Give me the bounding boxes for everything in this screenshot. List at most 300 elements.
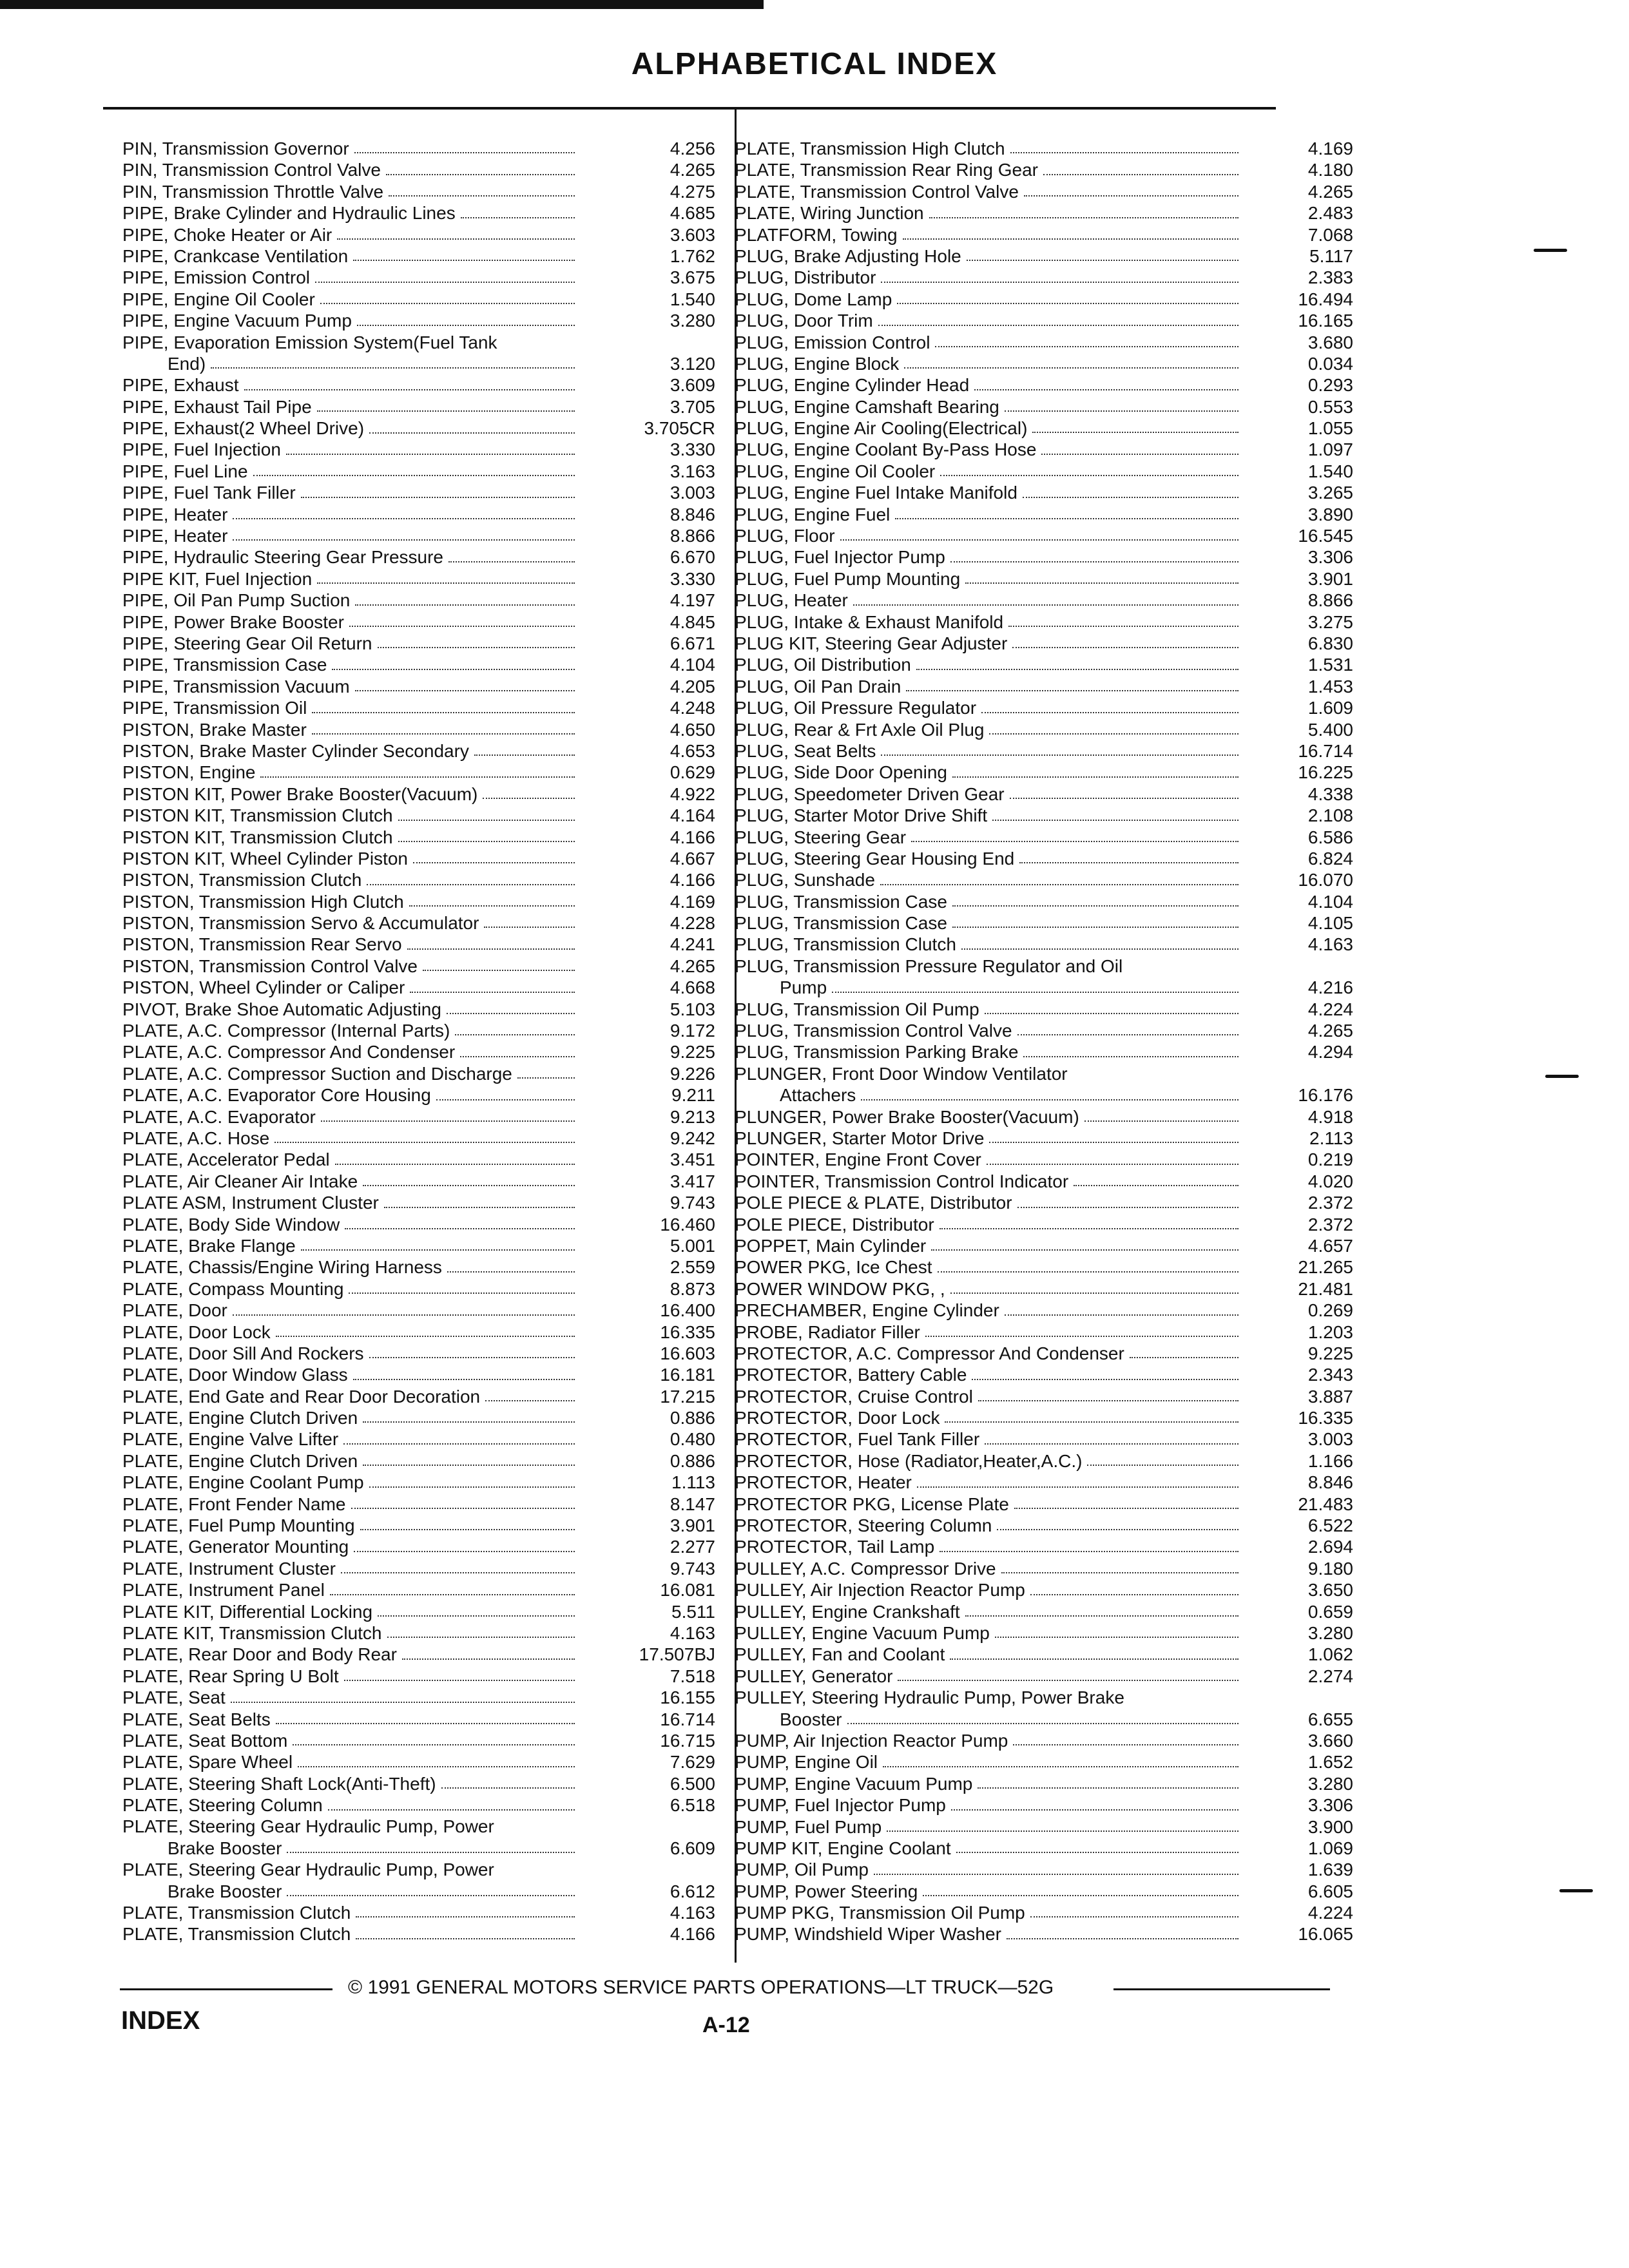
entry-name: PLUG, Transmission Pressure Regulator and Oil [735, 956, 1123, 976]
index-entry [122, 439, 715, 460]
entry-name: PLATE, Steering Column [122, 1795, 323, 1816]
dot-leader [260, 762, 575, 777]
entry-name-block [735, 1386, 1244, 1407]
dot-leader [1008, 611, 1239, 627]
entry-name-block [735, 827, 1244, 848]
entry-page-number: 4.918 [1307, 1106, 1353, 1127]
entry-name: PISTON, Brake Master Cylinder Secondary [122, 740, 469, 761]
dot-leader [1024, 181, 1239, 197]
dot-leader [293, 1730, 575, 1745]
entry-page-number: 16.165 [1298, 311, 1353, 331]
entry-name: PROTECTOR, Fuel Tank Filler [735, 1429, 980, 1450]
index-entry [735, 1579, 1353, 1600]
entry-name-block [122, 1816, 580, 1859]
index-entry [122, 869, 715, 890]
dot-leader [840, 525, 1239, 541]
index-entry [122, 1256, 715, 1278]
footer-rule-right [1113, 1988, 1330, 1990]
entry-page-number: 4.256 [670, 139, 715, 159]
margin-mark [1534, 249, 1567, 252]
dot-leader [940, 1536, 1239, 1552]
entry-name: PLATE, Engine Clutch Driven [122, 1408, 358, 1428]
index-entry [735, 332, 1353, 353]
entry-name-block [122, 1214, 580, 1235]
entry-name-block [735, 676, 1244, 697]
entry-name-block [735, 719, 1244, 740]
dot-leader [315, 267, 575, 282]
margin-mark [1559, 1889, 1593, 1892]
entry-page-number: 21.265 [1298, 1257, 1353, 1278]
entry-name: PIPE, Power Brake Booster [122, 611, 344, 632]
entry-name-block [735, 1773, 1244, 1794]
entry-name-block [122, 697, 580, 718]
entry-name-block [122, 1149, 580, 1170]
entry-name: PLUG, Oil Pressure Regulator [735, 698, 977, 718]
entry-page-number: 4.163 [670, 1622, 715, 1643]
entry-page-number: 17.215 [660, 1386, 715, 1407]
entry-name: PLATE, Wiring Junction [735, 203, 924, 224]
index-entry [122, 1601, 715, 1622]
entry-name-block [122, 1171, 580, 1192]
entry-page-number: 0.659 [1307, 1601, 1353, 1622]
dot-leader [485, 1386, 575, 1401]
entry-name: PLATE, Generator Mounting [122, 1537, 349, 1557]
dot-leader [363, 1450, 575, 1466]
dot-leader [995, 1622, 1239, 1638]
entry-name-block [122, 590, 580, 611]
entry-page-number: 3.280 [1307, 1622, 1353, 1643]
entry-name-block [735, 504, 1244, 525]
dot-leader [1013, 1730, 1239, 1745]
entry-name: PROTECTOR PKG, License Plate [735, 1494, 1009, 1514]
entry-page-number: 1.097 [1307, 439, 1353, 460]
entry-page-number: 16.715 [660, 1730, 715, 1751]
entry-name: PLATE, Seat [122, 1687, 226, 1708]
dot-leader [353, 1364, 575, 1379]
entry-page-number: 16.225 [1298, 762, 1353, 783]
entry-page-number: 4.197 [670, 590, 715, 611]
entry-name-block [122, 418, 580, 439]
index-entry [735, 267, 1353, 288]
entry-name: PIPE, Exhaust Tail Pipe [122, 396, 312, 417]
entry-name-block [122, 654, 580, 675]
entry-page-number: 21.483 [1298, 1494, 1353, 1514]
dot-leader [332, 654, 575, 669]
index-entry [122, 461, 715, 482]
entry-name: PLUG, Fuel Pump Mounting [735, 568, 961, 589]
entry-name: PIVOT, Brake Shoe Automatic Adjusting [122, 999, 441, 1019]
index-entry [735, 1730, 1353, 1751]
index-entry [735, 1494, 1353, 1515]
entry-name-block [735, 568, 1244, 590]
index-entry [735, 999, 1353, 1020]
entry-name-block [735, 1321, 1244, 1343]
index-entry [735, 1407, 1353, 1428]
entry-name: PIPE, Engine Vacuum Pump [122, 311, 352, 331]
entry-page-number: 2.343 [1307, 1365, 1353, 1385]
entry-name: PLUG, Speedometer Driven Gear [735, 783, 1005, 804]
entry-name: PLATE, Transmission High Clutch [735, 139, 1005, 159]
index-entry [735, 1041, 1353, 1062]
entry-page-number: 0.886 [670, 1408, 715, 1428]
entry-name: POINTER, Engine Front Cover [735, 1149, 981, 1170]
entry-name: PUMP KIT, Engine Coolant [735, 1838, 951, 1858]
index-entry [735, 654, 1353, 675]
entry-name-block [122, 805, 580, 826]
entry-page-number: 16.400 [660, 1300, 715, 1321]
entry-name: PLATE, End Gate and Rear Door Decoration [122, 1386, 481, 1407]
index-entry [735, 1192, 1353, 1213]
index-entry [735, 224, 1353, 245]
entry-name-block [122, 977, 580, 998]
entry-name-block [122, 1579, 580, 1600]
entry-name: PISTON, Wheel Cylinder or Caliper [122, 977, 405, 998]
entry-page-number: 4.180 [1307, 160, 1353, 180]
index-entry [735, 1343, 1353, 1364]
entry-name-continued: Pump [780, 977, 827, 998]
entry-page-number: 3.003 [1307, 1429, 1353, 1450]
entry-page-number: 9.242 [670, 1128, 715, 1148]
entry-name: PLATE ASM, Instrument Cluster [122, 1193, 379, 1213]
entry-name: PIPE, Exhaust [122, 375, 239, 396]
entry-name: PLATE, Steering Gear Hydraulic Pump, Power [122, 1816, 494, 1837]
entry-page-number: 0.219 [1307, 1149, 1353, 1170]
dot-leader [484, 912, 575, 928]
entry-name-continued: Brake Booster [168, 1838, 282, 1858]
dot-leader [929, 202, 1239, 218]
index-entry [122, 396, 715, 418]
entry-name: PLUG, Transmission Oil Pump [735, 999, 979, 1019]
entry-name-block [122, 482, 580, 503]
dot-leader [244, 374, 575, 390]
entry-page-number: 5.117 [1309, 245, 1353, 266]
index-entry [122, 1192, 715, 1213]
index-entry [122, 138, 715, 159]
index-entry [735, 461, 1353, 482]
index-entry [735, 1859, 1353, 1880]
index-entry [735, 719, 1353, 740]
index-entry [122, 827, 715, 848]
dot-leader [384, 1192, 575, 1207]
entry-name: PLUG, Side Door Opening [735, 762, 947, 783]
entry-name-block [735, 1106, 1244, 1128]
entry-page-number: 6.830 [1307, 633, 1353, 653]
entry-name-block [735, 289, 1244, 310]
entry-page-number: 3.660 [1307, 1730, 1353, 1751]
entry-name-block [122, 1558, 580, 1579]
dot-leader [940, 461, 1239, 476]
entry-name: PLATE, Door Sill And Rockers [122, 1343, 364, 1363]
entry-name-block [735, 1450, 1244, 1472]
entry-name: PLATE, Front Fender Name [122, 1494, 346, 1514]
dot-leader [1017, 1192, 1239, 1207]
entry-name-block [122, 1601, 580, 1622]
entry-name: POWER WINDOW PKG, , [735, 1278, 945, 1299]
entry-name-block [735, 181, 1244, 202]
entry-name: PISTON, Transmission Control Valve [122, 956, 418, 976]
index-entry [122, 374, 715, 396]
entry-name-block [735, 1730, 1244, 1751]
index-entry [735, 1666, 1353, 1687]
entry-name-block [735, 1881, 1244, 1902]
index-entry [735, 1214, 1353, 1235]
entry-name-block [735, 418, 1244, 439]
margin-mark [1545, 1075, 1579, 1078]
entry-name-block [122, 224, 580, 245]
dot-leader [231, 1687, 575, 1702]
index-entry [122, 332, 715, 375]
entry-name: PROTECTOR, Heater [735, 1472, 912, 1493]
index-entry [122, 1343, 715, 1364]
entry-name-block [735, 934, 1244, 955]
entry-name: PIPE, Engine Oil Cooler [122, 289, 315, 309]
index-entry [122, 525, 715, 546]
dot-leader [355, 676, 575, 691]
index-entry [735, 1816, 1353, 1838]
entry-name-block [122, 138, 580, 159]
dot-leader [1005, 1300, 1239, 1315]
index-entry [735, 611, 1353, 633]
dot-leader [1014, 1494, 1239, 1509]
index-entry [735, 1300, 1353, 1321]
index-entry [735, 869, 1353, 890]
entry-name: PIN, Transmission Governor [122, 139, 349, 159]
entry-page-number: 3.650 [1307, 1580, 1353, 1600]
entry-page-number: 1.055 [1307, 418, 1353, 439]
entry-name: PLUG, Engine Cylinder Head [735, 375, 970, 396]
entry-page-number: 4.265 [1307, 181, 1353, 202]
entry-name-block [122, 1106, 580, 1128]
entry-name-block [735, 1923, 1244, 1945]
entry-name-block [122, 1536, 580, 1557]
entry-name: POLE PIECE & PLATE, Distributor [735, 1193, 1012, 1213]
entry-name: PROTECTOR, A.C. Compressor And Condenser [735, 1343, 1124, 1363]
entry-page-number: 4.166 [670, 870, 715, 890]
entry-name: PLATE, Transmission Rear Ring Gear [735, 160, 1038, 180]
entry-page-number: 4.163 [1307, 934, 1353, 955]
index-entry [122, 504, 715, 525]
entry-name: PLUG, Oil Pan Drain [735, 676, 901, 697]
dot-leader [1010, 783, 1239, 799]
entry-name: PIPE, Fuel Tank Filler [122, 483, 296, 503]
entry-name: POLE PIECE, Distributor [735, 1214, 934, 1235]
entry-name: PROTECTOR, Door Lock [735, 1408, 940, 1428]
entry-page-number: 9.743 [670, 1558, 715, 1579]
index-entry [735, 1106, 1353, 1128]
entry-page-number: 9.213 [670, 1106, 715, 1127]
entry-page-number: 2.274 [1307, 1666, 1353, 1686]
entry-page-number: 3.603 [670, 224, 715, 245]
index-entry [122, 1171, 715, 1192]
index-entry [735, 1923, 1353, 1945]
entry-name-block [122, 1751, 580, 1773]
index-entry [735, 891, 1353, 912]
dot-leader [952, 762, 1239, 777]
entry-page-number: 7.068 [1307, 224, 1353, 245]
dot-leader [233, 1300, 575, 1315]
index-entry [122, 1536, 715, 1557]
dot-leader [517, 1063, 575, 1079]
entry-page-number: 16.714 [1298, 740, 1353, 761]
entry-name: PLATE, Compass Mounting [122, 1278, 344, 1299]
entry-name-block [735, 633, 1244, 654]
entry-name-block [122, 1730, 580, 1751]
entry-name: PROBE, Radiator Filler [735, 1321, 920, 1342]
index-entry [122, 654, 715, 675]
entry-page-number: 4.657 [1307, 1235, 1353, 1256]
entry-name: PLATE, Steering Gear Hydraulic Pump, Power [122, 1860, 494, 1880]
entry-name: PUMP, Engine Oil [735, 1752, 878, 1773]
index-entry [735, 805, 1353, 826]
entry-name-block [735, 1536, 1244, 1557]
index-entry [122, 1386, 715, 1407]
entry-page-number: 8.866 [1307, 590, 1353, 611]
entry-name-block [735, 611, 1244, 633]
entry-name-block [735, 1472, 1244, 1493]
index-entry [122, 1063, 715, 1084]
index-entry [735, 1171, 1353, 1192]
index-entry [735, 138, 1353, 159]
dot-leader [916, 654, 1239, 669]
entry-name: PLATE, Transmission Control Valve [735, 181, 1019, 202]
entry-name: PLUG KIT, Steering Gear Adjuster [735, 633, 1008, 653]
dot-leader [950, 1644, 1239, 1659]
dot-leader [441, 1773, 575, 1789]
entry-name: PLUNGER, Starter Motor Drive [735, 1128, 985, 1148]
entry-name-block [122, 934, 580, 955]
entry-page-number: 9.225 [1307, 1343, 1353, 1363]
index-entry [122, 1428, 715, 1450]
entry-page-number: 1.652 [1307, 1752, 1353, 1773]
entry-name: PIPE, Emission Control [122, 267, 310, 288]
entry-name-block [122, 912, 580, 934]
entry-name-block [122, 1407, 580, 1428]
entry-name: PLUG, Distributor [735, 267, 876, 288]
entry-name: PLATE, Steering Shaft Lock(Anti-Theft) [122, 1773, 436, 1794]
entry-name-block [122, 1859, 580, 1902]
index-entry [122, 1106, 715, 1128]
dot-leader [989, 719, 1239, 735]
index-entry [735, 1321, 1353, 1343]
entry-name: PIPE, Transmission Vacuum [122, 676, 350, 697]
entry-name-block [122, 1020, 580, 1041]
entry-page-number: 1.166 [1307, 1450, 1353, 1471]
index-entry [122, 1859, 715, 1902]
index-entry [122, 245, 715, 267]
entry-name-block [122, 1666, 580, 1687]
index-entry [735, 1751, 1353, 1773]
entry-page-number: 1.453 [1307, 676, 1353, 697]
entry-page-number: 3.330 [670, 568, 715, 589]
index-entry [735, 1278, 1353, 1300]
entry-page-number: 5.001 [670, 1235, 715, 1256]
dot-leader [904, 353, 1239, 369]
dot-leader [460, 1041, 575, 1057]
entry-name-block [735, 1666, 1244, 1687]
entry-page-number: 1.609 [1307, 698, 1353, 718]
entry-name-block [122, 1794, 580, 1816]
entry-page-number: 4.228 [670, 913, 715, 934]
dot-leader [387, 1622, 575, 1638]
entry-name: PLUG, Seat Belts [735, 740, 876, 761]
entry-name-block [122, 1494, 580, 1515]
entry-name-block [122, 439, 580, 460]
entry-name-block [122, 181, 580, 202]
dot-leader [978, 1386, 1239, 1401]
entry-name: PLUG, Brake Adjusting Hole [735, 245, 961, 266]
entry-name-block [735, 525, 1244, 546]
entry-name: PULLEY, Air Injection Reactor Pump [735, 1580, 1025, 1600]
entry-name: PLUG, Intake & Exhaust Manifold [735, 611, 1004, 632]
dot-leader [337, 224, 575, 240]
dot-leader [312, 697, 575, 713]
entry-name: PROTECTOR, Steering Column [735, 1515, 992, 1536]
entry-page-number: 4.166 [670, 1924, 715, 1945]
entry-name: PLUG, Oil Distribution [735, 655, 911, 675]
entry-page-number: 0.553 [1307, 396, 1353, 417]
entry-page-number: 9.180 [1307, 1558, 1353, 1579]
entry-name-block [735, 1838, 1244, 1859]
dot-leader [935, 332, 1239, 347]
entry-page-number: 4.685 [670, 203, 715, 224]
dot-leader [1030, 1902, 1239, 1917]
dot-leader [276, 1321, 575, 1337]
entry-page-number: 8.866 [670, 526, 715, 546]
entry-page-number: 16.081 [660, 1580, 715, 1600]
dot-leader [233, 525, 575, 541]
entry-page-number: 4.216 [1307, 977, 1353, 998]
entry-name: PISTON, Engine [122, 762, 256, 783]
entry-name-block [122, 1041, 580, 1062]
entry-name-block [122, 762, 580, 783]
entry-page-number: 1.069 [1307, 1838, 1353, 1858]
dot-leader [321, 1106, 575, 1122]
entry-name-block [122, 676, 580, 697]
entry-page-number: 2.559 [670, 1257, 715, 1278]
dot-leader [354, 1536, 575, 1552]
entry-page-number: 4.104 [670, 655, 715, 675]
index-entry [122, 611, 715, 633]
entry-name: PLATE, Rear Spring U Bolt [122, 1666, 339, 1686]
dot-leader [301, 1235, 575, 1251]
entry-name-block [735, 1558, 1244, 1579]
index-entry [735, 1364, 1353, 1385]
entry-name: PLATE, A.C. Evaporator [122, 1106, 316, 1127]
index-entry [122, 1278, 715, 1300]
entry-page-number: 1.639 [1307, 1860, 1353, 1880]
entry-name: PLUG, Engine Fuel Intake Manifold [735, 483, 1017, 503]
index-entry [735, 1386, 1353, 1407]
entry-name: PIPE, Hydraulic Steering Gear Pressure [122, 547, 443, 568]
entry-page-number: 3.705 [670, 396, 715, 417]
dot-leader [974, 374, 1239, 390]
entry-name-block [122, 719, 580, 740]
dot-leader [275, 1128, 575, 1143]
entry-name: PISTON, Brake Master [122, 719, 307, 740]
index-entry [122, 1472, 715, 1493]
footer-rule-left [120, 1988, 333, 1990]
index-entry [122, 719, 715, 740]
entry-name: PLATE, A.C. Compressor (Internal Parts) [122, 1021, 450, 1041]
entry-name: PLATE, Seat Belts [122, 1709, 271, 1729]
entry-name-block [122, 568, 580, 590]
entry-name: POWER PKG, Ice Chest [735, 1257, 932, 1278]
entry-page-number: 16.070 [1298, 870, 1353, 890]
entry-name-block [122, 1278, 580, 1300]
entry-page-number: 16.545 [1298, 526, 1353, 546]
entry-name: POINTER, Transmission Control Indicator [735, 1171, 1069, 1191]
dot-leader [369, 1472, 575, 1487]
